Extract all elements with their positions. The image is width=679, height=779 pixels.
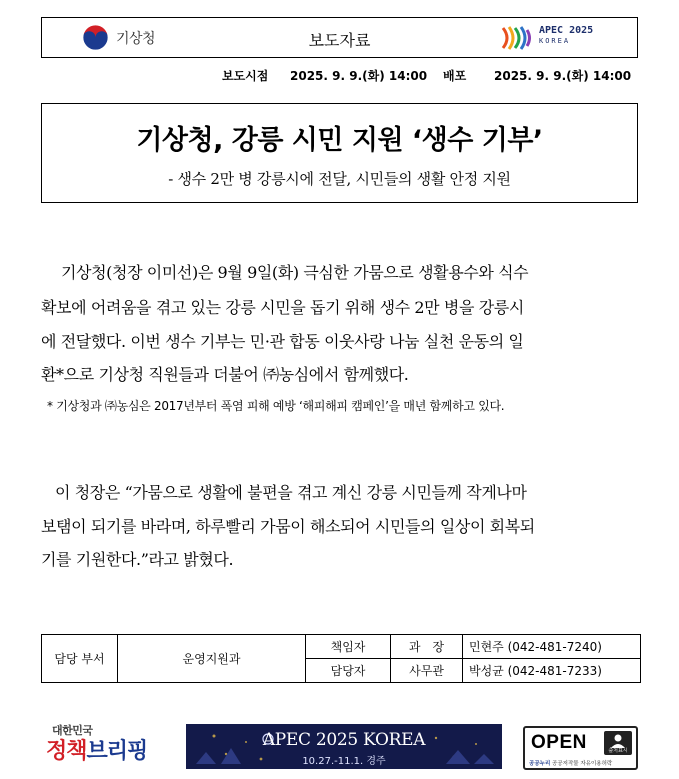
distribution-time: 2025. 9. 9.(화) 14:00 [494, 69, 632, 83]
attribution-label: 출처표시 [608, 748, 628, 754]
policy-briefing-logo-part: 브리핑 [86, 739, 148, 764]
contact-role: 담당자 [306, 659, 391, 683]
apec-logo-icon [499, 24, 535, 52]
paragraph-2-line: 이 청장은 “가뭄으로 생활에 불편을 겪고 계신 강릉 시민들께 작게나마 [55, 483, 527, 502]
contact-person: 민현주 (042-481-7240) [463, 635, 641, 659]
kogl-name: 공공누리 [529, 761, 551, 767]
policy-briefing-logo-top: 대한민국 [52, 724, 93, 737]
contact-position: 사무관 [391, 659, 463, 683]
title-box [41, 103, 638, 203]
contact-table [41, 634, 641, 683]
paragraph-2-line: 기를 기원한다.”라고 밝혔다. [41, 550, 234, 569]
attribution-icon [604, 731, 632, 755]
paragraph-2-line: 보탬이 되기를 바라며, 하루빨리 가뭄이 해소되어 시민들의 일상이 회복되 [41, 517, 535, 536]
document-type: 보도자료 [308, 31, 371, 50]
policy-briefing-logo-part: 책 [66, 739, 87, 764]
contact-person: 박성균 (042-481-7233) [463, 659, 641, 683]
paragraph-1-line: 환*으로 기상청 직원들과 더불어 ㈜농심에서 함께했다. [41, 365, 409, 384]
apec-logo-line2: KOREA [539, 37, 571, 45]
apec-banner[interactable] [186, 724, 502, 769]
policy-briefing-logo[interactable] [46, 734, 147, 765]
headline: 기상청, 강릉 시민 지원 ‘생수 기부’ [136, 125, 543, 156]
apec-logo-text [539, 25, 593, 47]
open-label: OPEN [531, 732, 587, 753]
kogl-caption-text: 공공저작물 자유이용허락 [550, 761, 613, 767]
embargo-label: 보도시점 [222, 69, 269, 83]
dept-label: 담당 부서 [42, 635, 118, 683]
agency-name: 기상청 [116, 31, 156, 47]
distribution-label: 배포 [443, 69, 467, 83]
contact-role: 책임자 [306, 635, 391, 659]
kogl-open-badge[interactable] [523, 726, 638, 770]
press-release-header [41, 17, 638, 58]
banner-dates: 10.27.-11.1. 경주 [302, 756, 386, 767]
paragraph-1-line: 확보에 어려움을 겪고 있는 강릉 시민을 돕기 위해 생수 2만 병을 강릉시 [41, 298, 524, 317]
footnote: * 기상청과 ㈜농심은 2017년부터 폭염 피해 예방 ‘해피해피 캠페인’을 매년 함께하고 있다. [47, 399, 505, 413]
apec-logo-line1: APEC 2025 [539, 25, 594, 36]
dept-name: 운영지원과 [118, 635, 306, 683]
policy-briefing-logo-part: 정 [46, 739, 67, 764]
paragraph-1-line: 에 전달했다. 이번 생수 기부는 민·관 합동 이웃사랑 나눔 실천 운동의 일 [41, 332, 524, 351]
embargo-time: 2025. 9. 9.(화) 14:00 [290, 69, 428, 83]
kogl-caption [529, 759, 612, 767]
contact-row [42, 635, 641, 659]
banner-title: APEC 2025 KOREA [262, 730, 426, 750]
subheadline: - 생수 2만 병 강릉시에 전달, 시민들의 생활 안정 지원 [168, 170, 511, 188]
paragraph-1-line: 기상청(청장 이미선)은 9월 9일(화) 극심한 가뭄으로 생활용수와 식수 [61, 263, 529, 282]
contact-position: 과 장 [391, 635, 463, 659]
